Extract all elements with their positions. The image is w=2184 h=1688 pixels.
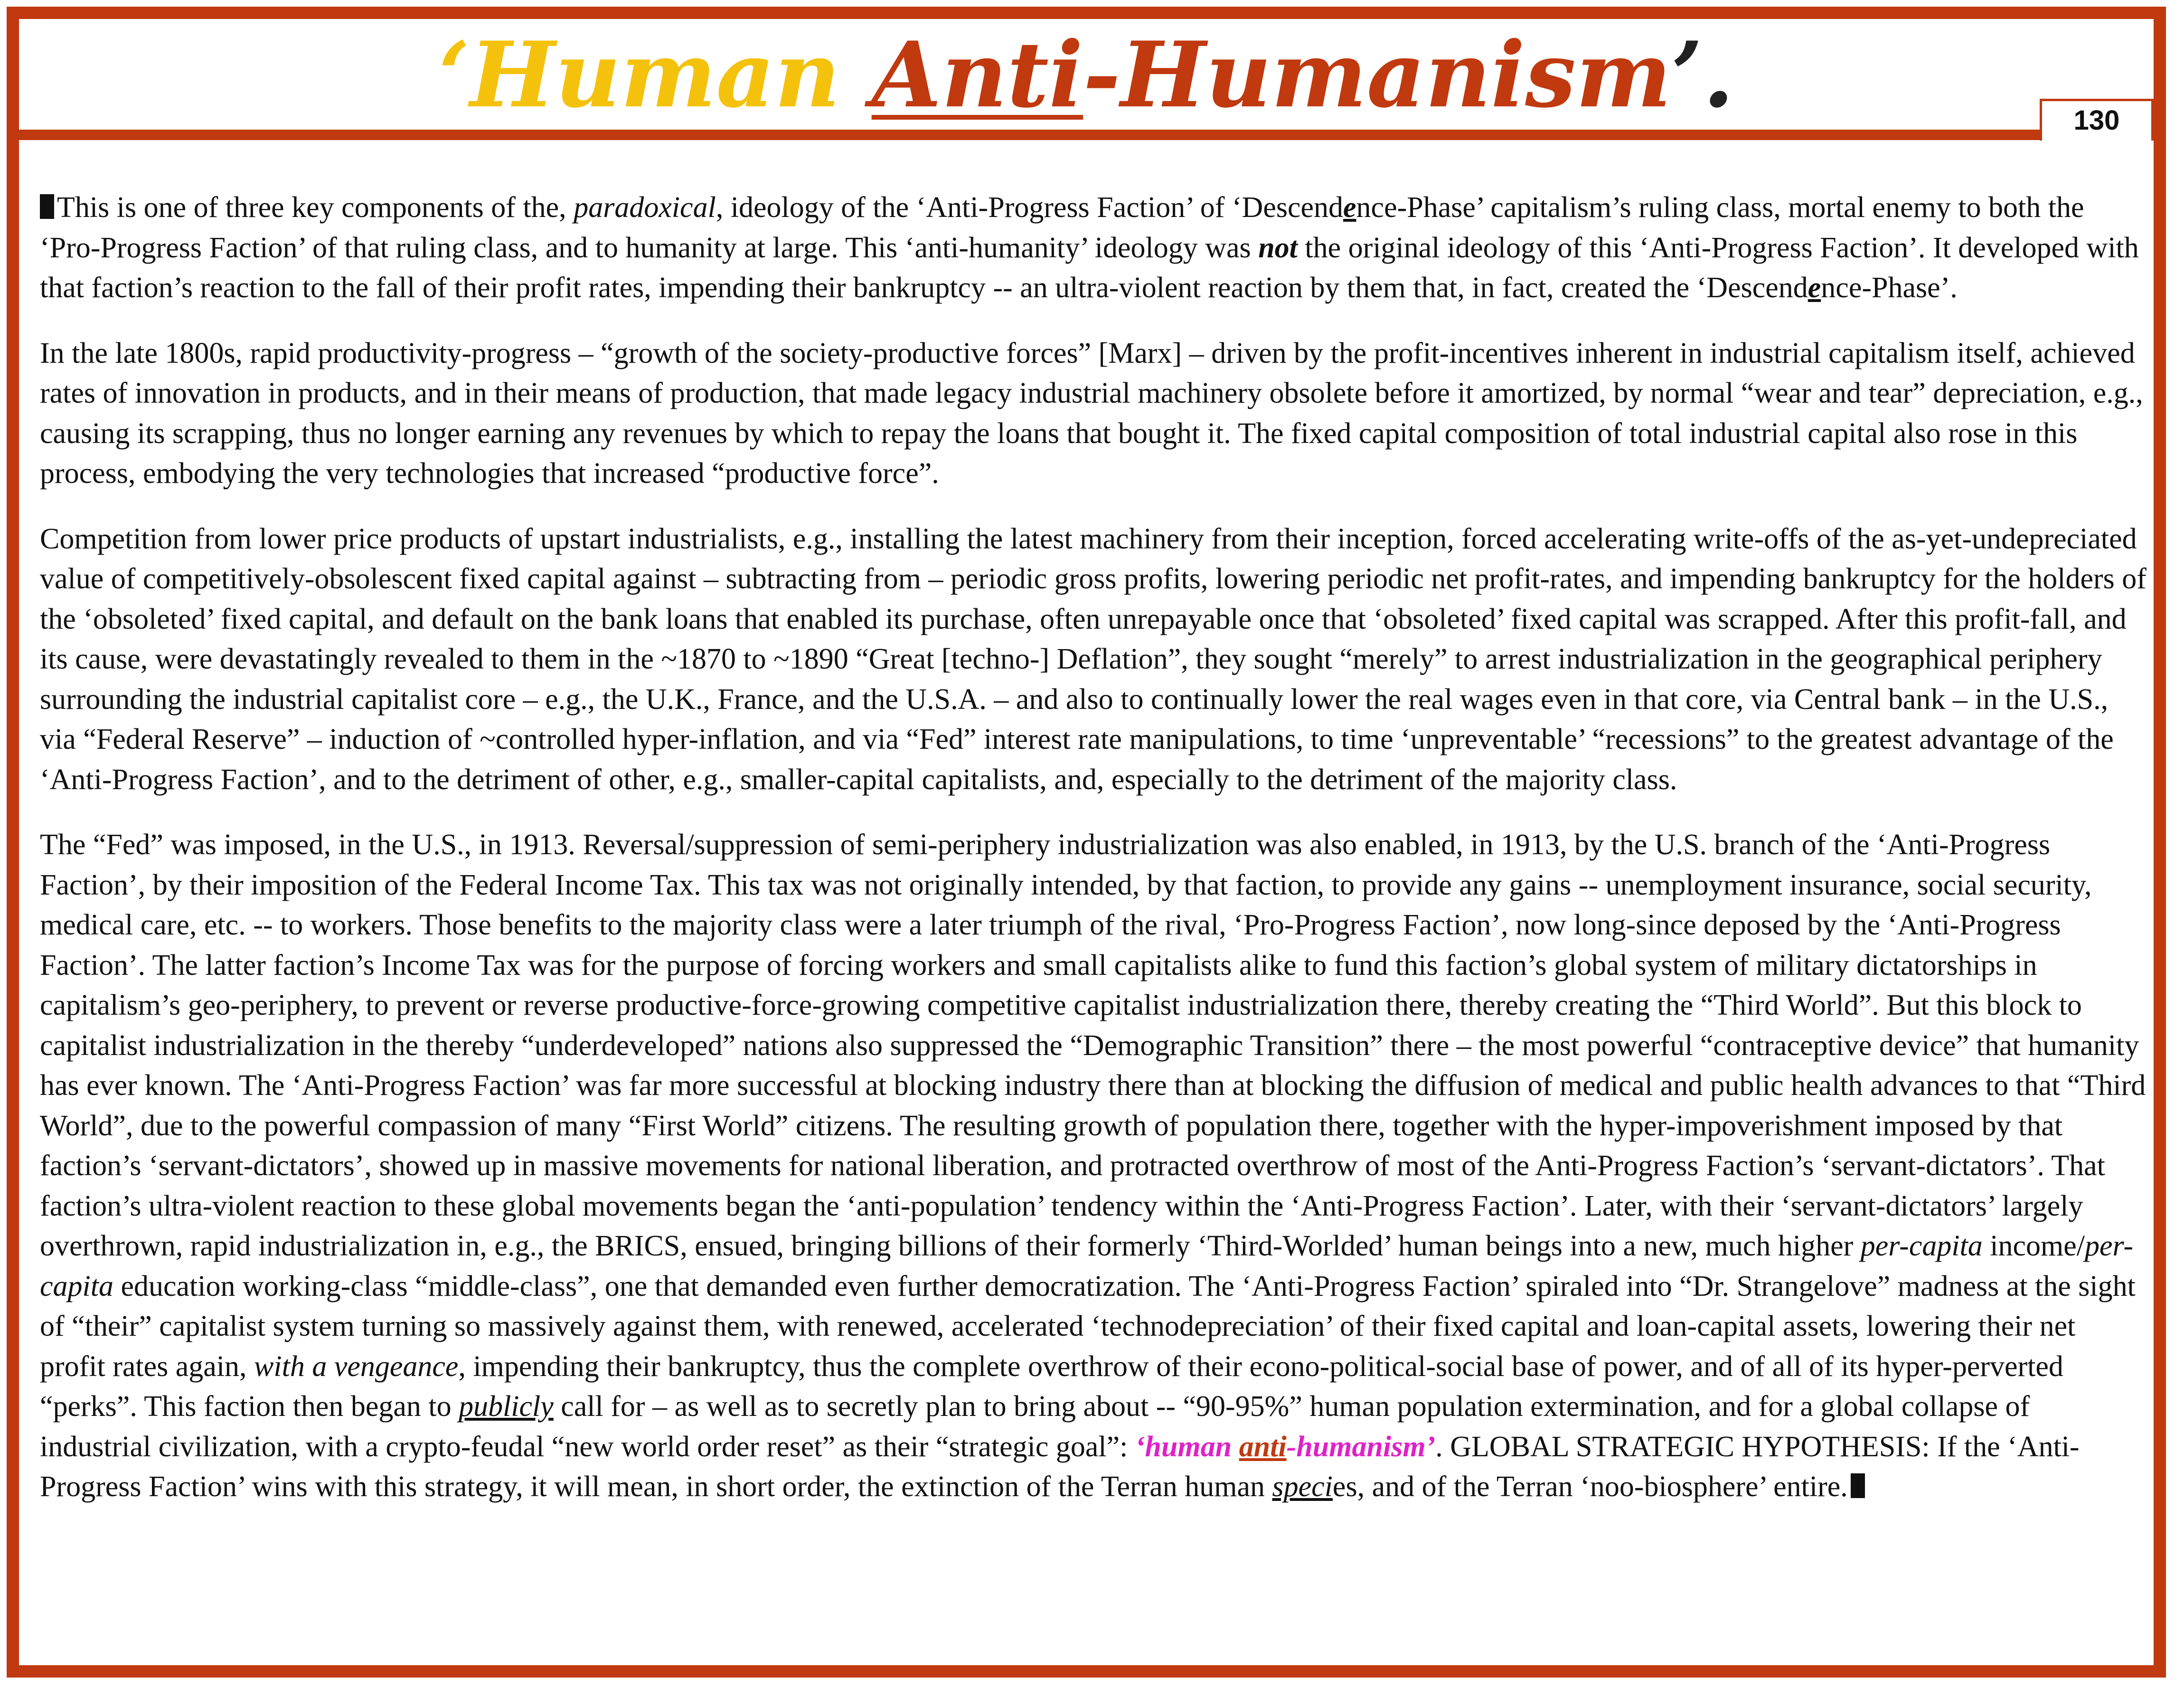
p4-text-i: call for – as well as to secretly plan to bring about -- “90-95%” human population extermination, and for a global collapse of industrial civilization, with a crypto-feudal “new world order reset” as their “strategic goal”:: [40, 1390, 2030, 1463]
title-bar: [19, 19, 2154, 140]
p4-text-e: education working-class “middle-class”, one that demanded even further democratization. The ‘Anti-Progress Faction’ spiraled into “Dr. Strangelove” madness at the sight of “their” capitalist system turning so massively against them, with renewed, accelerated ‘technodepreciation’ of their fixed capital and loan-capital assets, lowering their net profit rates again,: [40, 1270, 2136, 1383]
p1-text-c: , ideology of the ‘Anti-Progress Faction’ of ‘Descend: [715, 191, 1344, 224]
p4-magenta-humanism: -humanism’: [1286, 1430, 1436, 1463]
page-title: [19, 19, 2154, 131]
p1-text-g: the original ideology of this ‘Anti-Progress Faction’. It developed with that faction’s reaction to the fall of their profit rates, impending their bankruptcy -- an ultra-violent reaction by them that, in fact, created the ‘Descend: [40, 231, 2139, 304]
p4-text-m: . GLOBAL STRATEGIC HYPOTHESIS: If the ‘Anti-Progress Faction’ wins with this strategy, it will mean, in short order, the extinction of the Terran human: [40, 1430, 2080, 1503]
p4-text-c: income/: [1982, 1230, 2085, 1262]
p1-text-a: This is one of three key components of the,: [57, 191, 574, 224]
p4-text-g: , impending their bankruptcy, thus the complete overthrow of their econo-political-social base of power, and of all of its hyper-perverted “perks”. This faction then began to: [40, 1350, 2063, 1423]
p4-italic-vengeance: with a vengeance: [254, 1350, 459, 1383]
p1-italic-paradoxical: paradoxical: [574, 191, 716, 224]
page-number: 130: [2040, 99, 2154, 141]
body-text: [40, 188, 2148, 1532]
start-marker-icon: [40, 194, 54, 219]
p4-underlined-speci: speci: [1272, 1471, 1333, 1503]
end-marker-icon: [1851, 1473, 1865, 1498]
title-word-anti: Anti: [871, 22, 1083, 128]
title-word-human: Human: [470, 22, 872, 128]
p1-bold-not: not: [1258, 231, 1298, 264]
p1-text-e: nce-Phase’ capitalism’s ruling class, mortal enemy to both the ‘Pro-Progress Faction’ of that ruling class, and to humanity at large. This ‘anti-humanity’ ideology was: [40, 191, 2084, 264]
p4-magenta-human: ‘human: [1135, 1430, 1239, 1463]
paragraph-3: Competition from lower price products of upstart industrialists, e.g., installing the latest machinery from their inception, forced accelerating write-offs of the as-yet-undepreciated value of competitively-obsolescent fixed capital against – subtracting from – periodic gross profits, lowering periodic net profit-rates, and impending bankruptcy for the holders of the ‘obsoleted’ fixed capital, and default on the bank loans that enabled its purchase, often unrepayable once that ‘obsoleted’ fixed capital was scrapped. After this profit-fall, and its cause, were devastatingly revealed to them in the ~1870 to ~1890 “Great [techno-] Deflation”, they sought “merely” to arrest industrialization in the geographical periphery surrounding the industrial capitalist core – e.g., the U.K., France, and the U.S.A. – and also to continually lower the real wages even in that core, via Central bank – in the U.S., via “Federal Reserve” – induction of ~controlled hyper-inflation, and via “Fed” interest rate manipulations, to time ‘unpreventable’ “recessions” to the greatest advantage of the ‘Anti-Progress Faction’, and to the detriment of other, e.g., smaller-capital capitalists, and, especially to the detriment of the majority class.: [40, 522, 2146, 796]
title-open-quote: ‘: [438, 22, 470, 128]
title-word-humanism: -Humanism: [1083, 22, 1672, 128]
title-close-quote: ’.: [1671, 22, 1734, 128]
paragraph-2: In the late 1800s, rapid productivity-progress – “growth of the society-productive forces” [Marx] – driven by the profit-incentives inherent in industrial capitalism itself, achieved rates of innovation in products, and in their means of production, that made legacy industrial machinery obsolete before it amortized, by normal “wear and tear” depreciation, e.g., causing its scrapping, thus no longer earning any revenues by which to repay the loans that bought it. The fixed capital composition of total industrial capital also rose in this process, embodying the very technologies that increased “productive force”.: [40, 337, 2143, 490]
p1-underlined-e: e: [1343, 191, 1356, 224]
p4-text-o: es, and of the Terran ‘noo-biosphere’ entire.: [1332, 1471, 1848, 1503]
paragraph-4: [40, 825, 2148, 1507]
p1-underlined-e-2: e: [1807, 272, 1821, 304]
paragraph-1: [40, 188, 2148, 308]
p4-italic-per-capita: per-capita: [1860, 1230, 1983, 1262]
page-frame: [7, 7, 2166, 1678]
p4-text-a: The “Fed” was imposed, in the U.S., in 1913. Reversal/suppression of semi-periphery industrialization was also enabled, in 1913, by the U.S. branch of the ‘Anti-Progress Faction’, by their imposition of the Federal Income Tax. This tax was not originally intended, by that faction, to provide any gains -- unemployment insurance, social security, medical care, etc. -- to workers. Those benefits to the majority class were a later triumph of the rival, ‘Pro-Progress Faction’, now long-since deposed by the ‘Anti-Progress Faction’. The latter faction’s Income Tax was for the purpose of forcing workers and small capitalists alike to fund this faction’s global system of military dictatorships in capitalism’s geo-periphery, to prevent or reverse productive-force-growing competitive capitalist industrialization there, thereby creating the “Third World”. But this block to capitalist industrialization in the thereby “underdeveloped” nations also suppressed the “Demographic Transition” there – the most powerful “contraceptive device” that humanity has ever known. The ‘Anti-Progress Faction’ was far more successful at blocking industry there than at blocking the diffusion of medical and public health advances to that “Third World”, due to the powerful compassion of many “First World” citizens. The resulting growth of population there, together with the hyper-impoverishment imposed by that faction’s ‘servant-dictators’, showed up in massive movements for national liberation, and protracted overthrow of most of the Anti-Progress Faction’s ‘servant-dictators’. That faction’s ultra-violent reaction to these global movements began the ‘anti-population’ tendency within the ‘Anti-Progress Faction’. Later, with their ‘servant-dictators’ largely overthrown, rapid industrialization in, e.g., the BRICS, ensued, bringing billions of their formerly ‘Third-Worlded’ human beings into a new, much higher: [40, 829, 2146, 1262]
p4-underlined-publicly: publicly: [459, 1390, 554, 1423]
p4-italic-per-capita-2: per-capita: [40, 1230, 2134, 1302]
p1-text-i: nce-Phase’.: [1821, 272, 1958, 304]
p4-red-anti: anti: [1239, 1430, 1287, 1463]
